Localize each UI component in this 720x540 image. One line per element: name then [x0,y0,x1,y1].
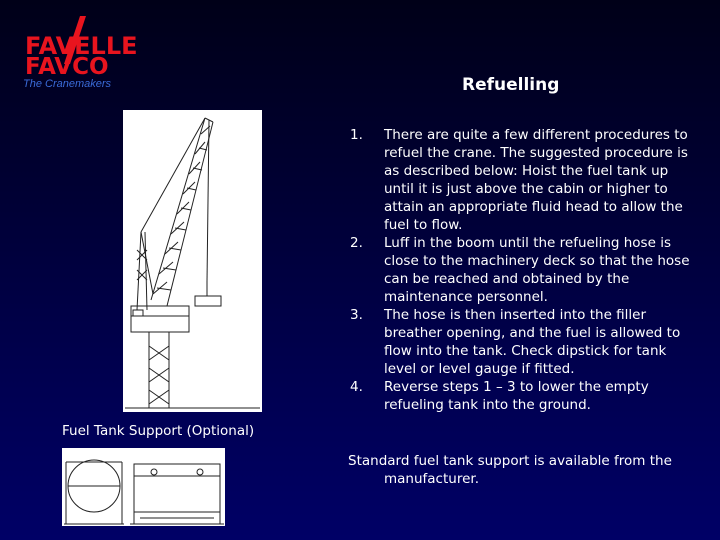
logo-favelle-text: FAVELLE [25,32,138,60]
step-text: The hose is then inserted into the filler breather opening, and the fuel is allowed to flow into the tank. Check dipstick for tank level or level gauge if fitted. [384,307,681,377]
fuel-tank-support-illustration [62,448,225,526]
favelle-favco-logo [20,16,136,92]
logo-favco-text: FAVCO [25,54,109,80]
logo-tagline: The Cranemakers [23,78,112,90]
step-text: Reverse steps 1 – 3 to lower the empty refueling tank into the ground. [384,379,649,413]
step-number: 2. [350,235,363,251]
step-number: 1. [350,127,363,143]
list-item [344,378,694,414]
list-item [344,306,694,378]
step-number: 3. [350,307,363,323]
page-title: Refuelling [462,75,560,95]
note-line: manufacturer. [384,471,479,487]
fuel-tank-support-note [348,452,688,488]
refuelling-steps-list [344,126,694,414]
fuel-tank-support-drawing [62,448,225,526]
step-number: 4. [350,379,363,395]
list-item [344,126,694,234]
crane-drawing [123,110,262,412]
step-text: Luff in the boom until the refueling hose is close to the machinery deck so that the hose can be reached and obtained by the maintenance personnel. [384,235,690,305]
note-line: Standard fuel tank support is available from the [348,453,672,469]
step-text: There are quite a few different procedures to refuel the crane. The suggested procedure is as described below: Hoist the fuel tank up until it is just above the cabin or higher to attain an appropriate fluid head to allow the fuel to flow. [384,127,688,233]
list-item [344,234,694,306]
fuel-tank-support-caption: Fuel Tank Support (Optional) [62,423,255,439]
crane-illustration [123,110,262,412]
